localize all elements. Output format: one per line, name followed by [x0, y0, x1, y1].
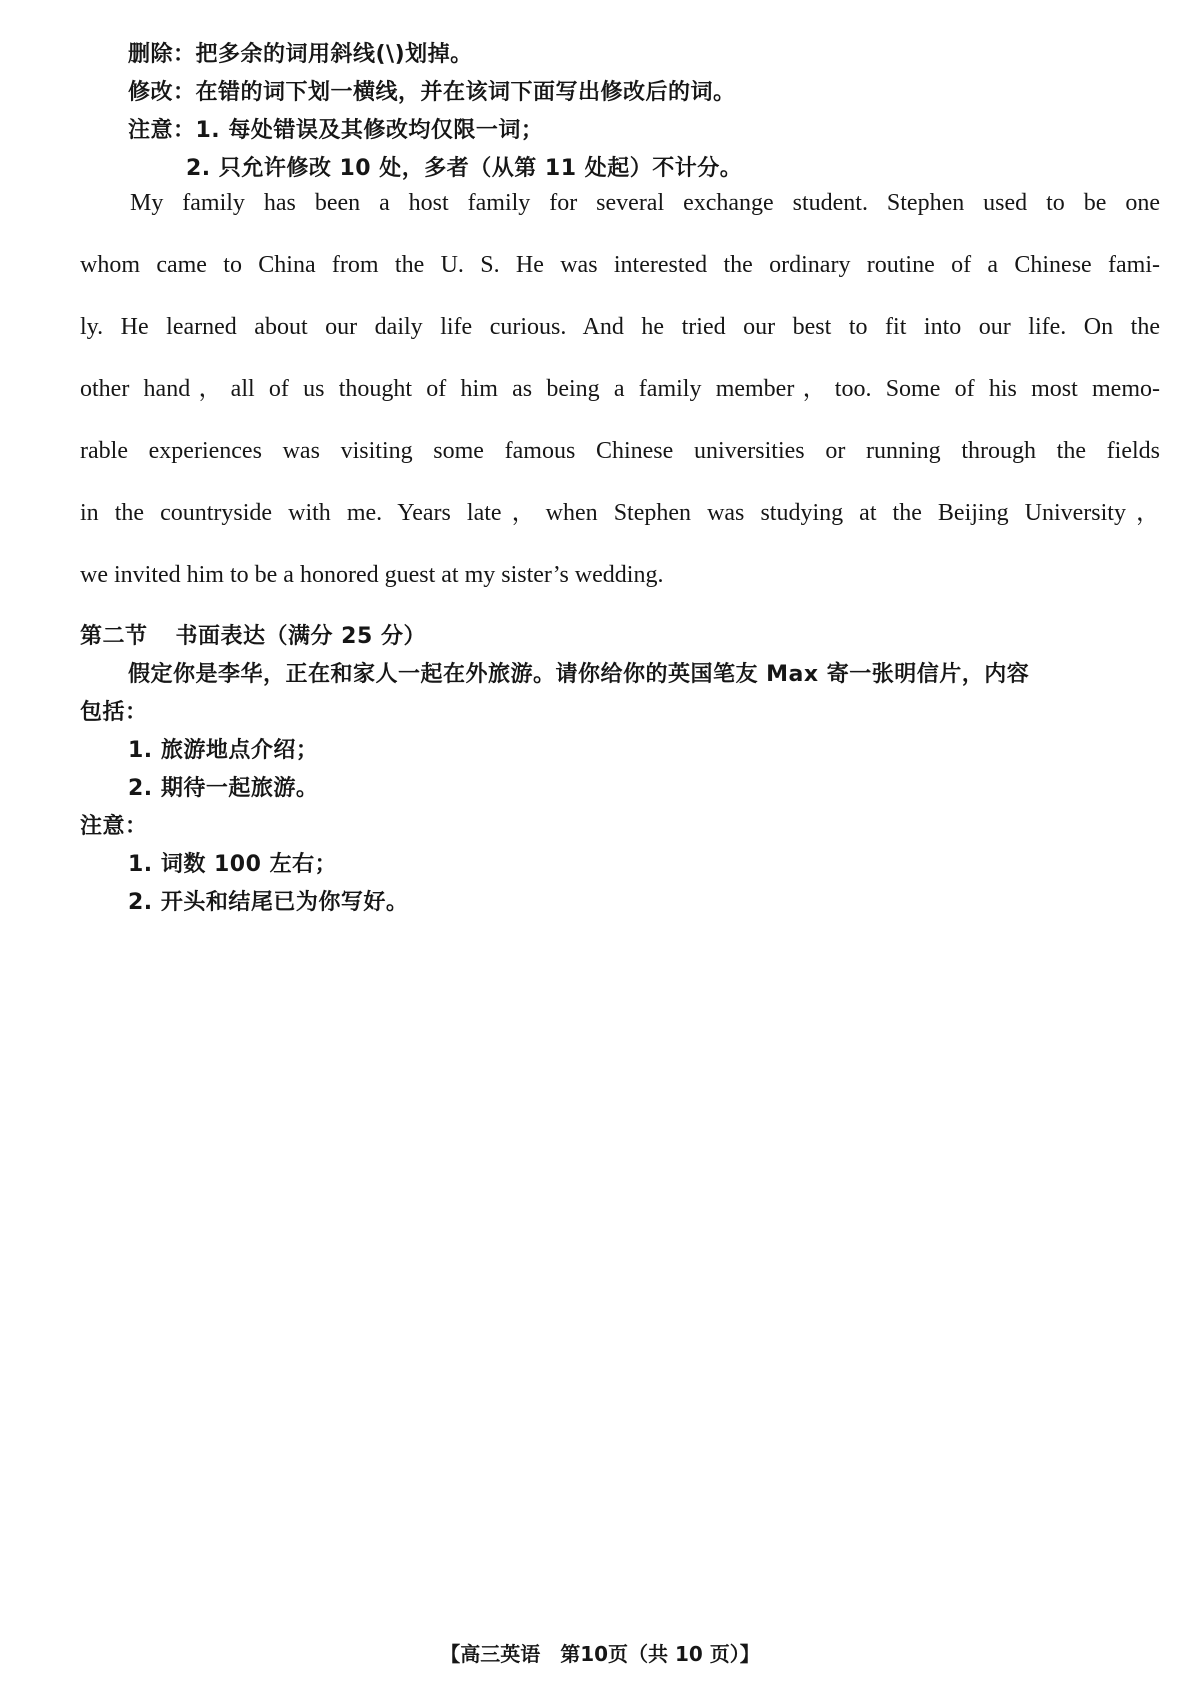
content-item-2: 2. 期待一起旅游。	[128, 776, 319, 801]
writing-prompt-line-2: 包括：	[80, 700, 148, 725]
passage-line-5: rable experiences was visiting some famous Chinese universities or running through the fields	[80, 438, 1160, 464]
writing-prompt-line-1: 假定你是李华，正在和家人一起在外旅游。请你给你的英国笔友 Max 寄一张明信片，内容	[128, 662, 1030, 687]
content-item-1: 1. 旅游地点介绍；	[128, 738, 319, 763]
note-item-1: 1. 词数 100 左右；	[128, 852, 338, 877]
passage-line-1: My family has been a host family for several exchange student. Stephen used to be one	[130, 190, 1160, 216]
section-heading	[80, 622, 426, 652]
passage-line-4: other hand，all of us thought of him as being a family member，too. Some of his most memo-	[80, 376, 1160, 402]
passage-line-6: in the countryside with me. Years late，when Stephen was studying at the Beijing University，	[80, 500, 1160, 526]
passage-line-7: we invited him to be a honored guest at my sister’s wedding.	[80, 562, 664, 588]
section-title: 书面表达（满分 25 分）	[175, 624, 426, 649]
instruction-delete: 删除：把多余的词用斜线(\)划掉。	[128, 42, 473, 67]
note-heading: 注意：	[80, 814, 148, 839]
passage-line-2: whom came to China from the U. S. He was interested the ordinary routine of a Chinese fami-	[80, 252, 1160, 278]
section-number: 第二节	[80, 624, 148, 649]
page-footer: 【高三英语 第10页（共 10 页）】	[440, 1642, 760, 1666]
instruction-modify: 修改：在错的词下划一横线，并在该词下面写出修改后的词。	[128, 80, 736, 105]
instruction-note-1: 注意：1. 每处错误及其修改均仅限一词；	[128, 118, 544, 143]
passage-line-3: ly. He learned about our daily life curious. And he tried our best to fit into our life. On the	[80, 314, 1160, 340]
instruction-note-2: 2. 只允许修改 10 处，多者（从第 11 处起）不计分。	[186, 156, 743, 181]
note-item-2: 2. 开头和结尾已为你写好。	[128, 890, 409, 915]
